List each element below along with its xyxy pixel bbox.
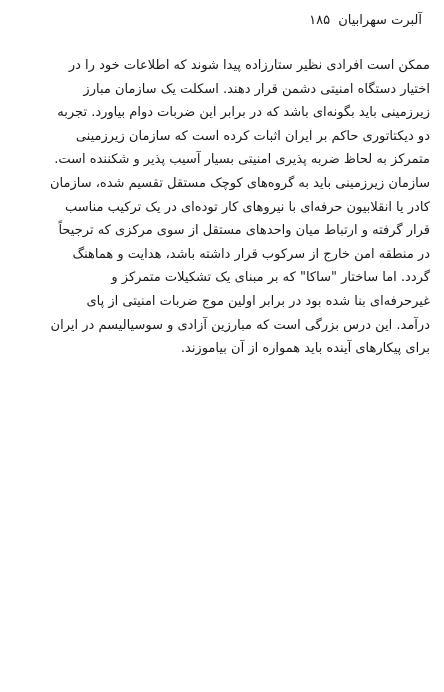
text-line: کادر یا انقلابیون حرفه‌ای با نیروهای کار توده‌ای در یک ترکیب مناسب	[64, 199, 430, 215]
text-line: در منطقه امن خارج از سرکوب قرار داشته باشد، هدایت و هماهنگ	[72, 246, 430, 262]
running-header	[22, 10, 422, 32]
header-author-name: آلبرت سهرابیان	[338, 13, 422, 28]
text-line: درآمد. این درس بزرگی است که مبارزین آزادی و سوسیالیسم در ایران	[50, 317, 430, 333]
text-line: متمرکز به لحاظ ضربه پذیری امنیتی بسیار آسیب پذیر و شکننده است.	[54, 152, 430, 168]
text-line: ممکن است افرادی نظیر ستارزاده پیدا شوند که اطلاعات خود را در	[68, 58, 430, 73]
text-line: اختیار دستگاه امنیتی دشمن قرار دهند. اسکلت یک سازمان مبارز	[83, 81, 430, 97]
text-line: دو دیکتاتوری حاکم بر ایران اثبات کرده است که سازمان زیرزمینی	[75, 128, 430, 144]
text-line: گردد. اما ساختار "ساکا" که بر مبنای یک تشکیلات متمرکز و	[111, 270, 430, 286]
text-line: غیرحرفه‌ای بنا شده بود در برابر اولین موج ضربات امنیتی از پای	[86, 293, 430, 309]
text-line: قرار گرفته و ارتباط میان واحدهای مستقل از سوی مرکزی که ترجیحاً	[58, 223, 430, 239]
body-paragraph	[14, 54, 430, 361]
text-line: زیرزمینی باید بگونه‌ای باشد که در برابر این ضربات دوام بیاورد. تجربه	[57, 105, 430, 121]
page-number: ۱۸۵	[309, 13, 331, 28]
running-header-title	[309, 10, 422, 32]
text-line: برای پیکارهای آینده باید همواره از آن بیاموزند.	[180, 341, 430, 357]
text-line: سازمان زیرزمینی باید به گروه‌های کوچک مستقل تقسیم شده، سازمان	[49, 175, 430, 191]
